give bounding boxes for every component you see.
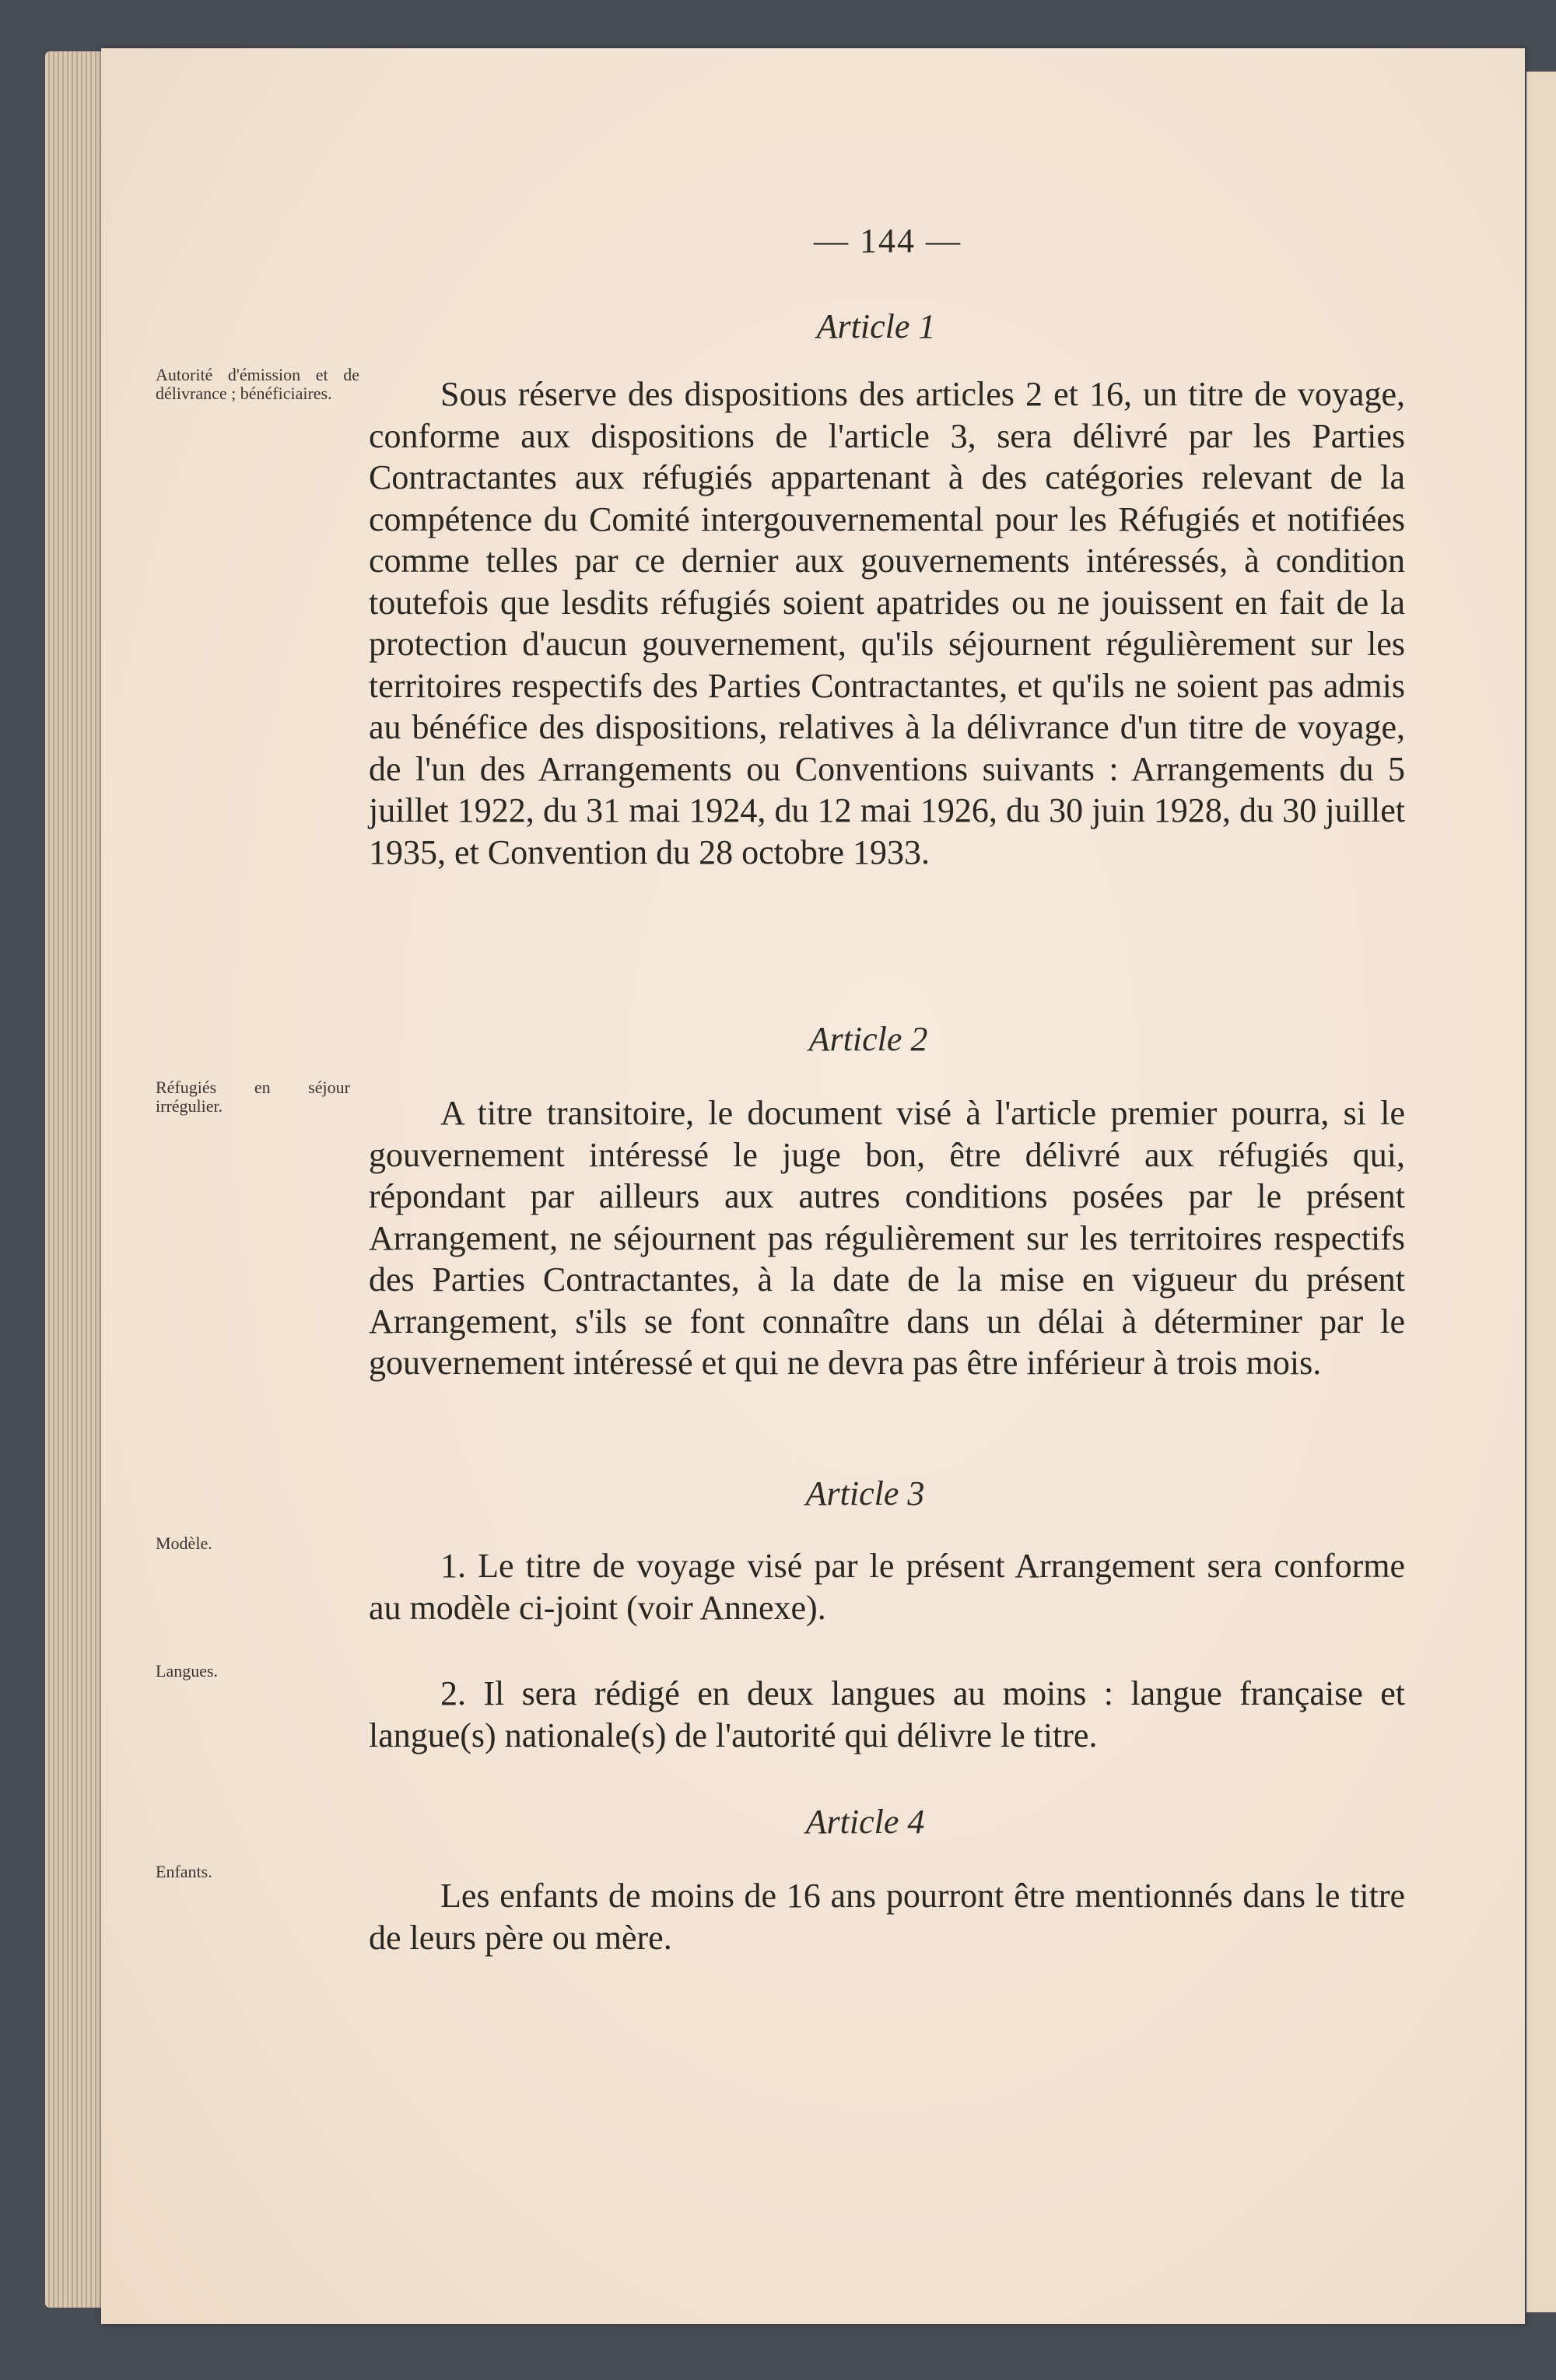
margin-note-autorite: Autorité d'émission et de délivrance ; bénéficiaires. (156, 365, 359, 403)
article-2-text: A titre transitoire, le document visé à l'article premier pourra, si le gouvernement intéressé le juge bon, être délivré aux réfugiés qui, répondant par ailleurs aux autres conditions posées par le présent Arrangement, ne séjournent pas régulièrement sur les territoires respectifs des Parties Contractantes, à la date de la mise en vigueur du présent Arrangement, s'ils se font connaître dans un délai à déterminer par le gouvernement intéressé et qui ne devra pas être inférieur à trois mois. (369, 1094, 1405, 1382)
article-3-paragraph-1 (369, 1545, 1405, 1628)
margin-note-enfants: Enfants. (156, 1862, 212, 1881)
article-2-heading: Article 2 (808, 1020, 928, 1058)
article-3-text-2: 2. Il sera rédigé en deux langues au moins : langue française et langue(s) nationale(s) de l'autorité qui délivre le titre. (369, 1674, 1405, 1754)
next-page-edge (1526, 72, 1556, 2312)
article-2-paragraph (369, 1092, 1405, 1384)
article-3-text-1: 1. Le titre de voyage visé par le présent Arrangement sera conforme au modèle ci-joint (voir Annexe). (369, 1547, 1405, 1627)
article-4-text: Les enfants de moins de 16 ans pourront être mentionnés dans le titre de leurs père ou mère. (369, 1877, 1405, 1957)
article-3-heading: Article 3 (805, 1474, 925, 1512)
page-number: — 144 — (814, 222, 962, 260)
article-4-heading: Article 4 (805, 1803, 925, 1841)
article-1-heading: Article 1 (816, 307, 936, 345)
margin-note-refugies: Réfugiés en séjour irrégulier. (156, 1078, 350, 1116)
margin-note-modele: Modèle. (156, 1534, 212, 1553)
article-1-text: Sous réserve des dispositions des articles 2 et 16, un titre de voyage, conforme aux dispositions de l'article 3, sera délivré par les Parties Contractantes aux réfugiés appartenant à des catégories relevant de la compétence du Comité intergouvernemental pour les Réfugiés et notifiées comme telles par ce dernier aux gouvernements intéressés, à condition toutefois que lesdits réfugiés soient apatrides ou ne jouissent en fait de la protection d'aucun gouvernement, qu'ils séjournent régulièrement sur les territoires respectifs des Parties Contractantes, et qu'ils ne soient pas admis au bénéfice des dispositions, relatives à la délivrance d'un titre de voyage, de l'un des Arrangements ou Conventions suivants : Arrangements du 5 juillet 1922, du 31 mai 1924, du 12 mai 1926, du 30 juin 1928, du 30 juillet 1935, et Convention du 28 octobre 1933. (369, 375, 1405, 871)
article-1-paragraph (369, 373, 1405, 873)
article-4-paragraph (369, 1875, 1405, 1958)
margin-note-langues: Langues. (156, 1661, 219, 1681)
article-3-paragraph-2 (369, 1673, 1405, 1756)
